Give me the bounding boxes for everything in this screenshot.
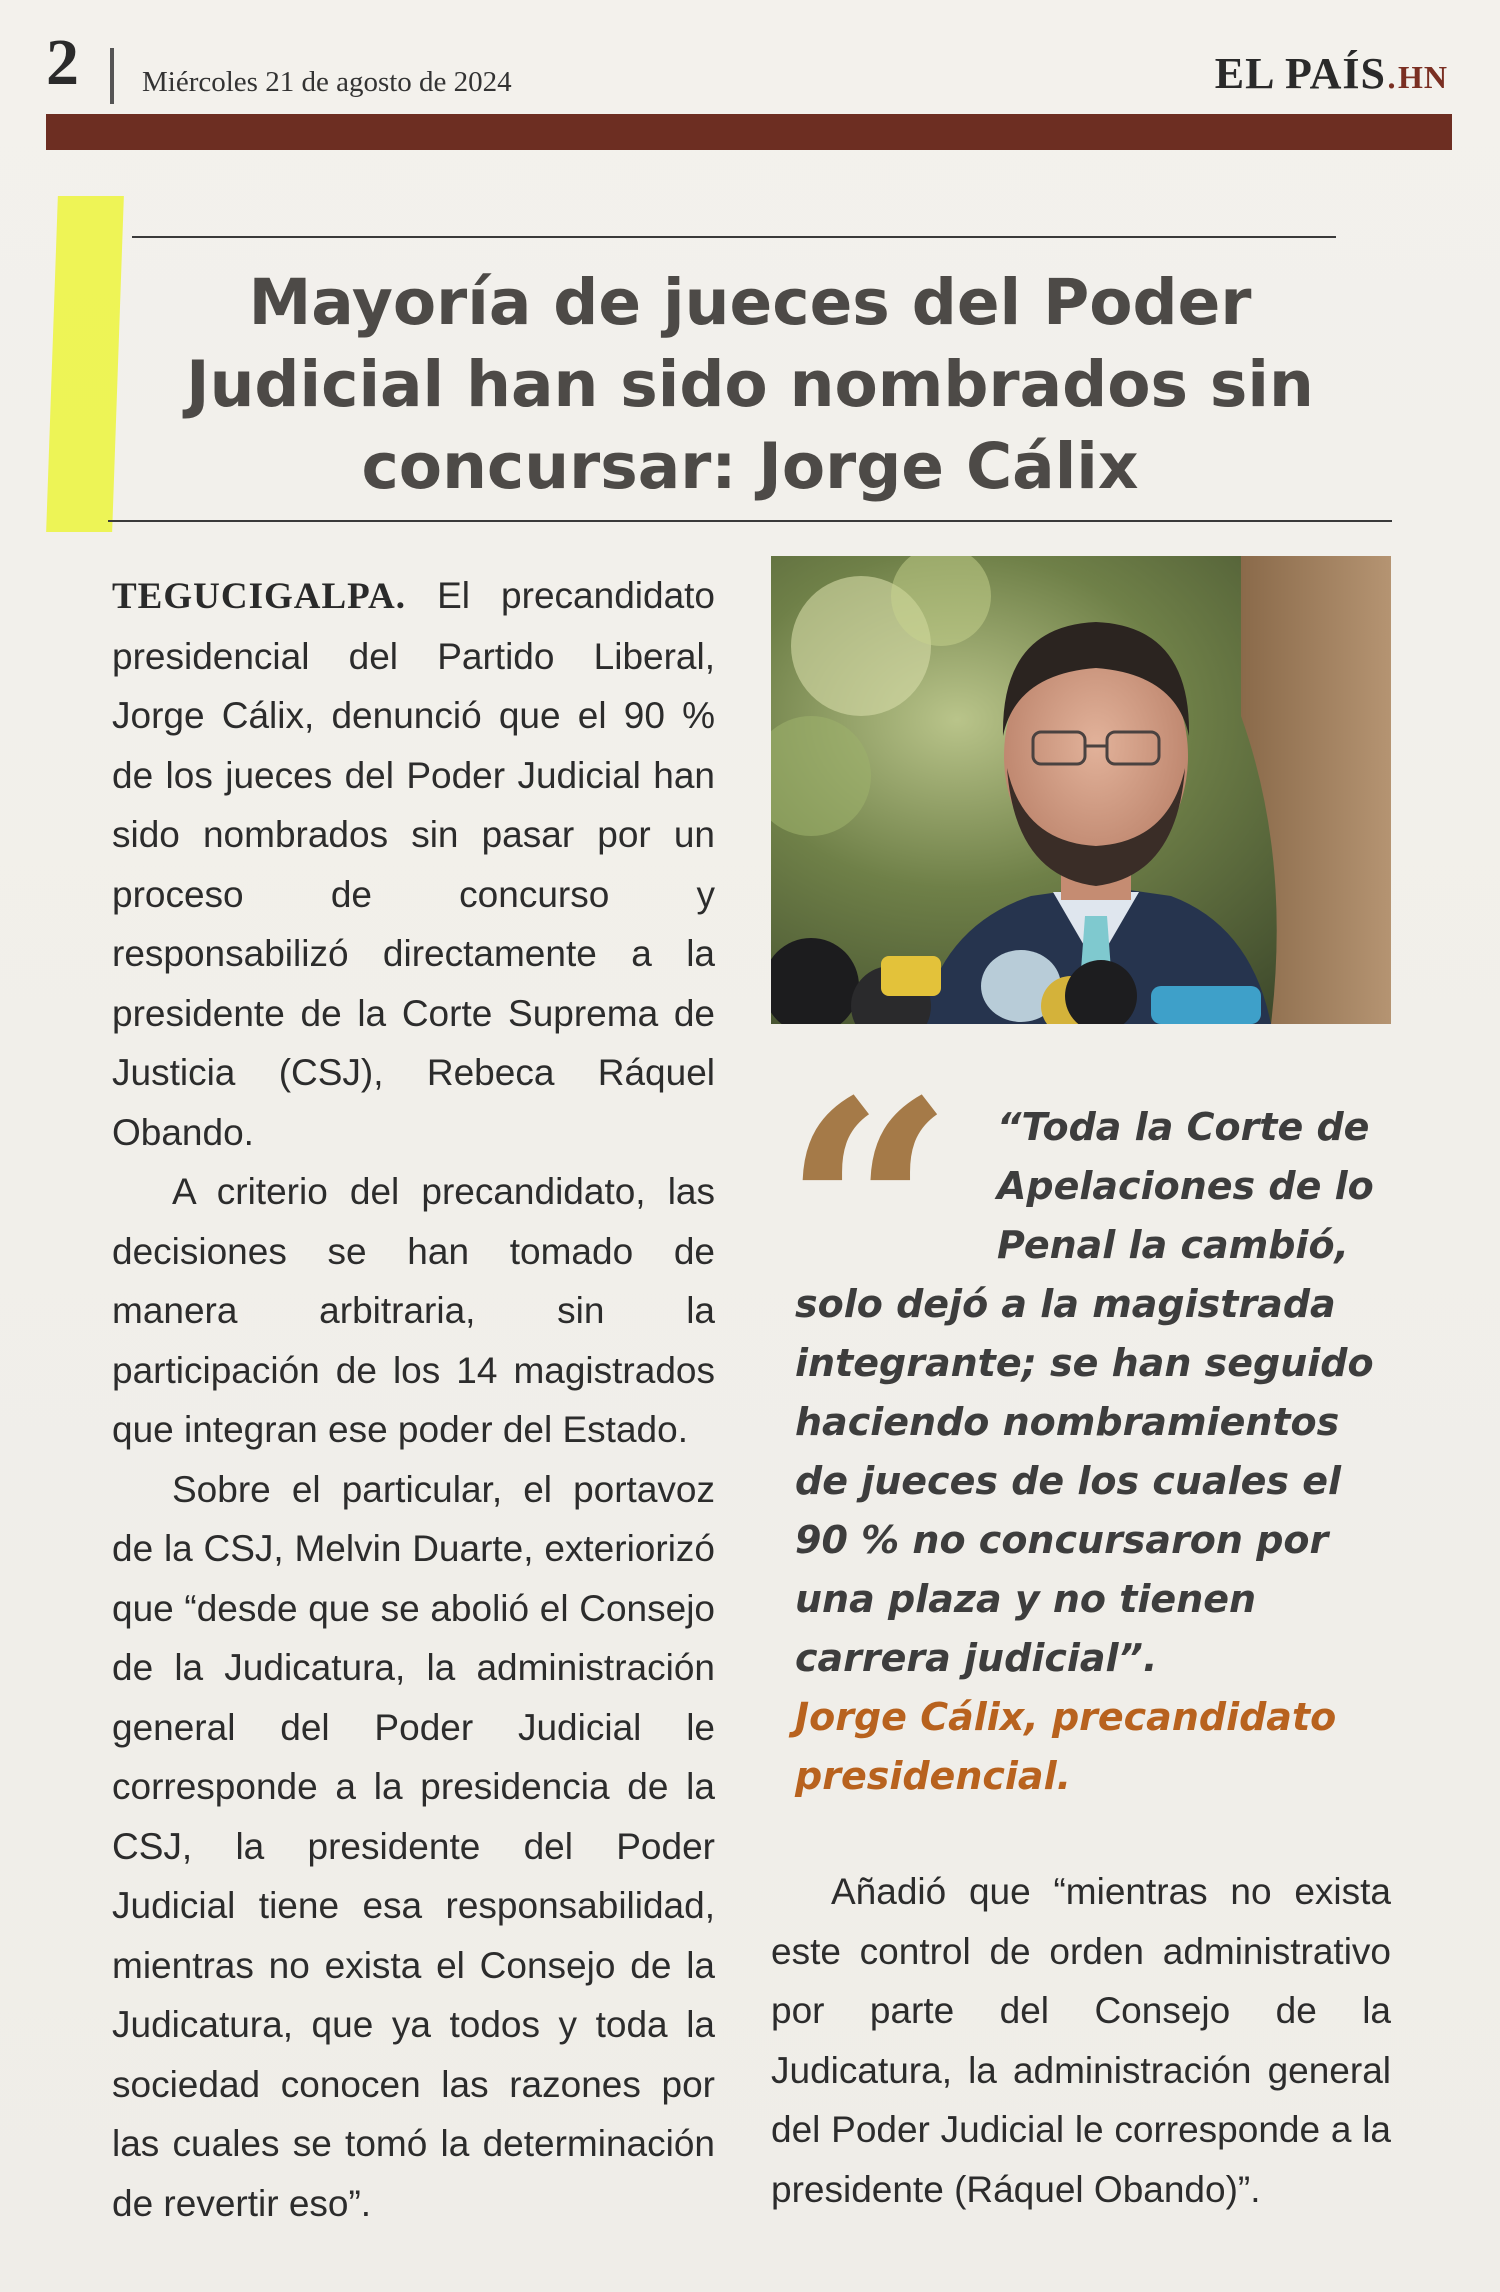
headline-top-rule [132,236,1336,238]
article-column-right [771,1862,1391,2219]
headline: Mayoría de jueces del Poder Judicial han sido nombrados sin concursar: Jorge Cálix [186,266,1314,503]
article-paragraph: Sobre el particular, el portavoz de la CSJ, Melvin Duarte, exteriorizó que “desde que se abolió el Consejo de la Judicatura, la administración general del Poder Judicial le corresponde a la presidencia de la CSJ, la presidente del Poder Judicial tiene esa responsabilidad, mientras no exista el Consejo de la Judicatura, que ya todos y toda la sociedad conocen las razones por las cuales se tomó la determinación de revertir eso”. [112,1468,715,2224]
headline-bottom-rule [108,520,1392,522]
pull-quote-attribution: Jorge Cálix, precandidato presidencial. [795,1695,1337,1798]
masthead-logo [1214,49,1448,98]
article-paragraph: A criterio del precandidato, las decisiones se han tomado de manera arbitraria, sin la participación de los 14 magistrados que integran ese poder del Estado. [112,1171,715,1450]
masthead-separator: . [1386,49,1398,98]
quote-mark-icon: “ [782,1035,955,1388]
header-divider [110,48,114,104]
highlighter-mark [46,196,124,532]
pull-quote-lead: “Toda la Corte de Apelaciones de lo Penal la cambió, [997,1105,1374,1267]
article-column-left [112,566,715,2233]
article-paragraph [112,566,715,1162]
article-paragraph: Añadió que “mientras no exista este control de orden administrativo por parte del Consejo de la Judicatura, la administración general del Poder Judicial le corresponde a la presidente (Ráquel Obando)”. [771,1871,1391,2210]
masthead-suffix: HN [1398,59,1448,95]
page-number: 2 [46,26,79,99]
dateline: TEGUCIGALPA. [112,576,406,617]
pull-quote [795,1098,1375,1806]
article-photo [771,556,1391,1024]
paragraph-text: El precandidato presidencial del Partido Liberal, Jorge Cálix, denunció que el 90 % de los jueces del Poder Judicial han sido nombrados sin pasar por un proceso de concurso y responsabilizó directamente a la presidente de la Corte Suprema de Justicia (CSJ), Rebeca Ráquel Obando. [112,575,716,1153]
issue-date: Miércoles 21 de agosto de 2024 [142,66,512,98]
masthead-name: EL PAÍS [1214,49,1386,98]
header-bar [46,114,1452,150]
pull-quote-body: solo dejó a la magistrada integrante; se han seguido haciendo nombramientos de jueces de los cuales el 90 % no concursaron por una plaza y no tienen carrera judicial”. [795,1282,1374,1680]
